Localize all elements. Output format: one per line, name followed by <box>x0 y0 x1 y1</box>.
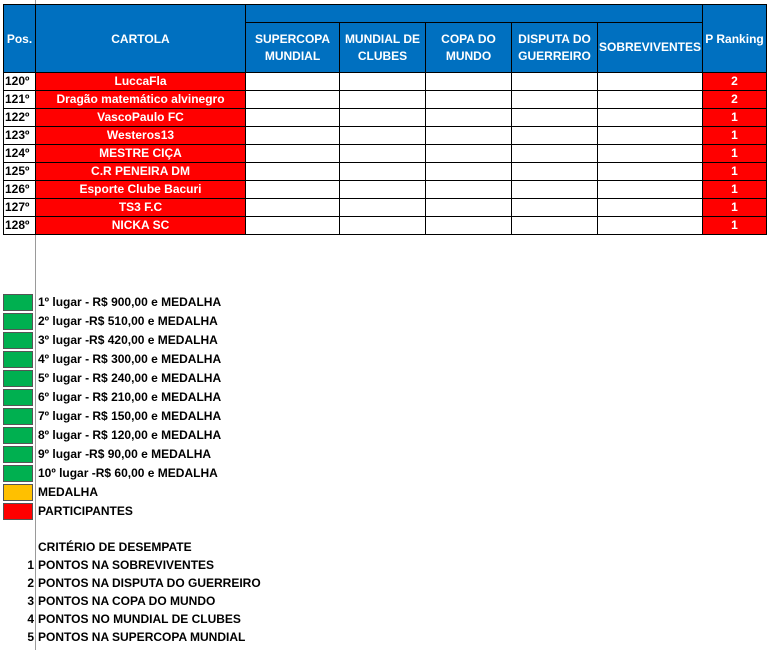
criteria-number: 2 <box>27 576 34 590</box>
row-disputa-cell <box>512 163 598 181</box>
table-row <box>4 163 767 181</box>
row-disputa-cell <box>512 181 598 199</box>
row-ranking-points: 1 <box>703 217 767 235</box>
criteria-number: 4 <box>27 612 34 626</box>
criteria-text: PONTOS NA SUPERCOPA MUNDIAL <box>38 630 246 644</box>
row-sobreviventes-cell <box>598 163 703 181</box>
row-ranking-points: 1 <box>703 109 767 127</box>
table-row <box>4 109 767 127</box>
row-sobreviventes-cell <box>598 145 703 163</box>
header-mundial: MUNDIAL DE CLUBES <box>340 23 426 73</box>
row-supercopa-cell <box>246 163 340 181</box>
row-position: 121º <box>4 91 36 109</box>
row-copa-cell <box>426 217 512 235</box>
row-team-name: Dragão matemático alvinegro <box>36 91 246 109</box>
legend-swatch <box>3 313 33 330</box>
ranking-table <box>3 4 767 235</box>
row-supercopa-cell <box>246 181 340 199</box>
legend-label: 2º lugar -R$ 510,00 e MEDALHA <box>38 314 218 328</box>
row-ranking-points: 1 <box>703 127 767 145</box>
table-row <box>4 127 767 145</box>
legend-swatch <box>3 351 33 368</box>
row-position: 122º <box>4 109 36 127</box>
legend-label: 10º lugar -R$ 60,00 e MEDALHA <box>38 466 218 480</box>
criteria-number: 1 <box>27 558 34 572</box>
legend-swatch <box>3 389 33 406</box>
table-row <box>4 199 767 217</box>
legend-swatch <box>3 427 33 444</box>
table-row <box>4 145 767 163</box>
row-supercopa-cell <box>246 145 340 163</box>
row-mundial-cell <box>340 217 426 235</box>
row-position: 124º <box>4 145 36 163</box>
row-copa-cell <box>426 199 512 217</box>
row-copa-cell <box>426 109 512 127</box>
legend-swatch <box>3 484 33 501</box>
row-mundial-cell <box>340 181 426 199</box>
row-sobreviventes-cell <box>598 217 703 235</box>
header-supercopa: SUPERCOPA MUNDIAL <box>246 23 340 73</box>
table-row <box>4 181 767 199</box>
row-supercopa-cell <box>246 109 340 127</box>
row-ranking-points: 1 <box>703 199 767 217</box>
row-mundial-cell <box>340 91 426 109</box>
row-ranking-points: 1 <box>703 163 767 181</box>
row-disputa-cell <box>512 73 598 91</box>
legend-label: MEDALHA <box>38 485 98 499</box>
row-team-name: LuccaFla <box>36 73 246 91</box>
row-position: 125º <box>4 163 36 181</box>
row-disputa-cell <box>512 145 598 163</box>
row-copa-cell <box>426 163 512 181</box>
legend-swatch <box>3 446 33 463</box>
row-sobreviventes-cell <box>598 127 703 145</box>
criteria-number: 5 <box>27 630 34 644</box>
row-mundial-cell <box>340 163 426 181</box>
row-team-name: VascoPaulo FC <box>36 109 246 127</box>
row-team-name: Westeros13 <box>36 127 246 145</box>
legend-label: 3º lugar -R$ 420,00 e MEDALHA <box>38 333 218 347</box>
row-mundial-cell <box>340 127 426 145</box>
legend-label: 7º lugar - R$ 150,00 e MEDALHA <box>38 409 222 423</box>
row-supercopa-cell <box>246 73 340 91</box>
header-pos: Pos. <box>4 5 36 73</box>
table-row <box>4 217 767 235</box>
criteria-text: PONTOS NA DISPUTA DO GUERREIRO <box>38 576 261 590</box>
row-disputa-cell <box>512 199 598 217</box>
row-team-name: TS3 F.C <box>36 199 246 217</box>
row-sobreviventes-cell <box>598 181 703 199</box>
row-ranking-points: 1 <box>703 145 767 163</box>
criteria-text: PONTOS NO MUNDIAL DE CLUBES <box>38 612 241 626</box>
criteria-number: 3 <box>27 594 34 608</box>
row-supercopa-cell <box>246 217 340 235</box>
header-disputa: DISPUTA DO GUERREIRO <box>512 23 598 73</box>
table-row <box>4 91 767 109</box>
row-copa-cell <box>426 127 512 145</box>
row-team-name: MESTRE CIÇA <box>36 145 246 163</box>
row-team-name: NICKA SC <box>36 217 246 235</box>
row-ranking-points: 1 <box>703 181 767 199</box>
row-supercopa-cell <box>246 91 340 109</box>
row-ranking-points: 2 <box>703 91 767 109</box>
row-copa-cell <box>426 73 512 91</box>
row-sobreviventes-cell <box>598 109 703 127</box>
legend-swatch <box>3 370 33 387</box>
legend-swatch <box>3 332 33 349</box>
row-copa-cell <box>426 181 512 199</box>
row-sobreviventes-cell <box>598 91 703 109</box>
header-group-blank <box>246 5 703 23</box>
legend-label: 9º lugar -R$ 90,00 e MEDALHA <box>38 447 212 461</box>
row-disputa-cell <box>512 127 598 145</box>
row-mundial-cell <box>340 199 426 217</box>
legend-swatch <box>3 465 33 482</box>
row-copa-cell <box>426 145 512 163</box>
row-team-name: C.R PENEIRA DM <box>36 163 246 181</box>
legend-label: 8º lugar - R$ 120,00 e MEDALHA <box>38 428 222 442</box>
row-mundial-cell <box>340 73 426 91</box>
header-cartola: CARTOLA <box>36 5 246 73</box>
legend-label: 5º lugar - R$ 240,00 e MEDALHA <box>38 371 222 385</box>
table-row <box>4 73 767 91</box>
row-ranking-points: 2 <box>703 73 767 91</box>
header-sobreviventes: SOBREVIVENTES <box>598 23 703 73</box>
legend-swatch <box>3 408 33 425</box>
row-disputa-cell <box>512 217 598 235</box>
legend-label: 6º lugar - R$ 210,00 e MEDALHA <box>38 390 222 404</box>
header-ranking: P Ranking <box>703 5 767 73</box>
row-position: 120º <box>4 73 36 91</box>
row-mundial-cell <box>340 145 426 163</box>
row-disputa-cell <box>512 109 598 127</box>
legend-label: PARTICIPANTES <box>38 504 133 518</box>
criteria-title: CRITÉRIO DE DESEMPATE <box>38 540 192 554</box>
row-sobreviventes-cell <box>598 73 703 91</box>
row-sobreviventes-cell <box>598 199 703 217</box>
row-position: 123º <box>4 127 36 145</box>
header-copa: COPA DO MUNDO <box>426 23 512 73</box>
criteria-text: PONTOS NA COPA DO MUNDO <box>38 594 216 608</box>
legend-label: 4º lugar - R$ 300,00 e MEDALHA <box>38 352 222 366</box>
legend-label: 1º lugar - R$ 900,00 e MEDALHA <box>38 295 222 309</box>
row-disputa-cell <box>512 91 598 109</box>
row-supercopa-cell <box>246 199 340 217</box>
legend-swatch <box>3 294 33 311</box>
criteria-text: PONTOS NA SOBREVIVENTES <box>38 558 215 572</box>
row-position: 127º <box>4 199 36 217</box>
legend-swatch <box>3 503 33 520</box>
row-position: 128º <box>4 217 36 235</box>
row-supercopa-cell <box>246 127 340 145</box>
row-mundial-cell <box>340 109 426 127</box>
row-team-name: Esporte Clube Bacuri <box>36 181 246 199</box>
row-position: 126º <box>4 181 36 199</box>
row-copa-cell <box>426 91 512 109</box>
